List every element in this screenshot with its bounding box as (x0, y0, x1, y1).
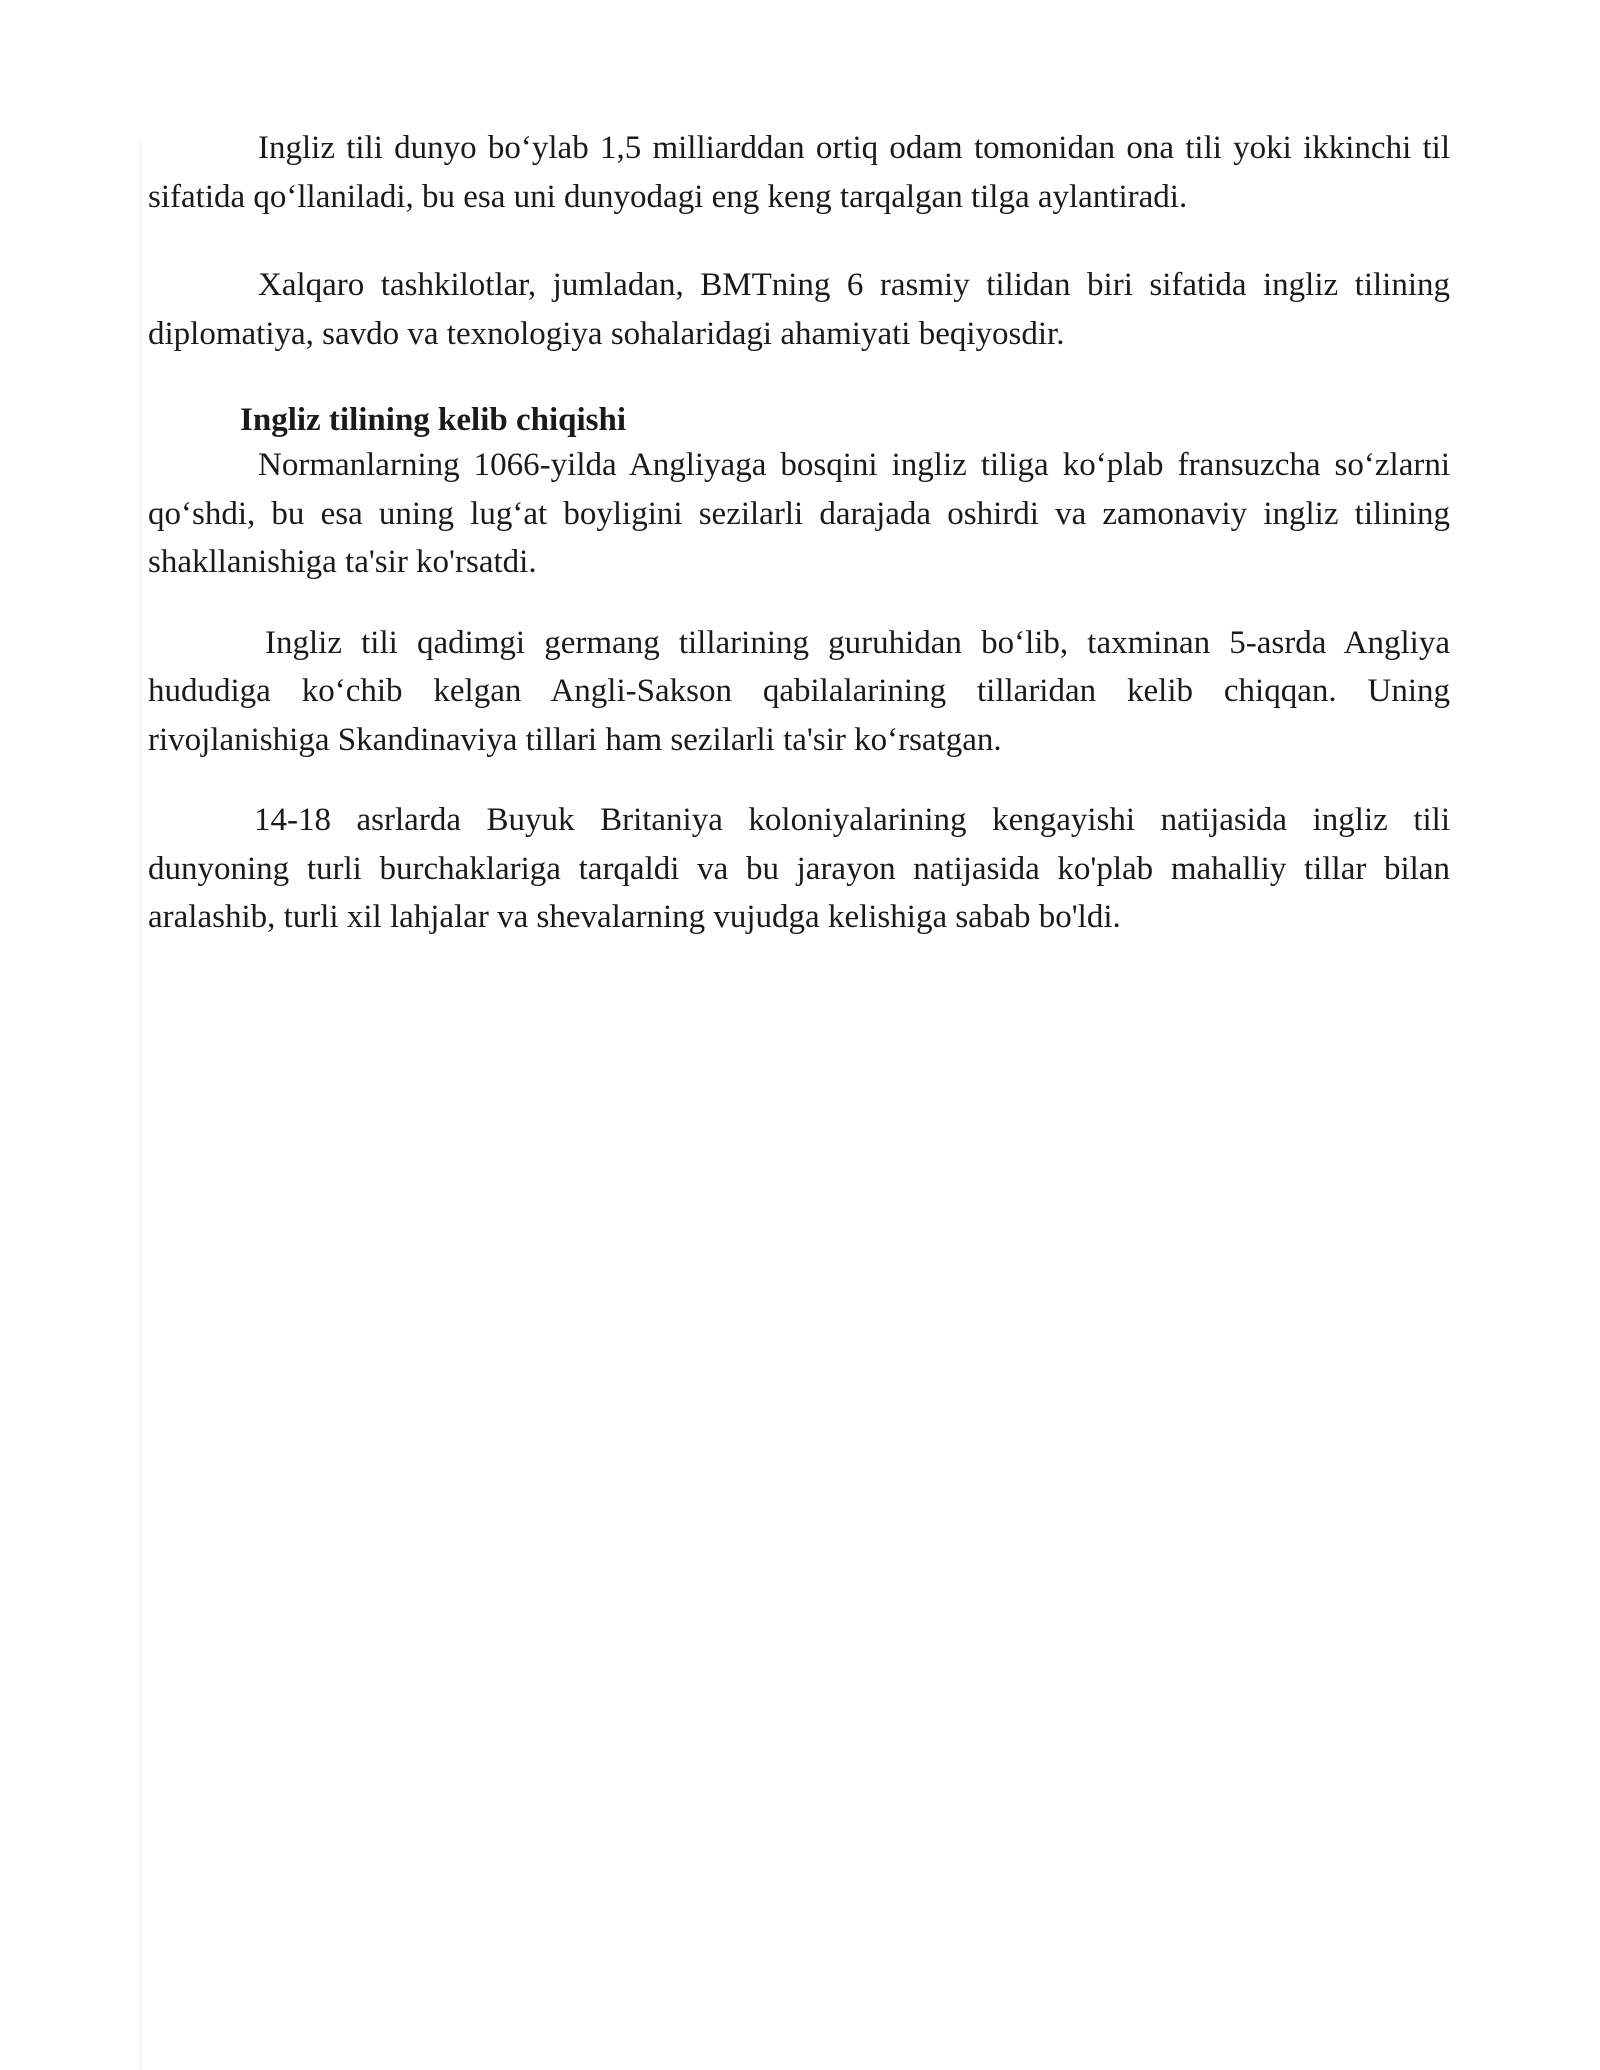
page-margin-guide (140, 140, 141, 2070)
paragraph-section-3: 14-18 asrlarda Buyuk Britaniya koloniyalarining kengayishi natijasida ingliz tili dunyoning turli burchaklariga tarqaldi va bu jarayon natijasida ko'plab mahalliy tillar bilan aralashib, turli xil lahjalar va shevalarning vujudga kelishiga sabab bo'ldi. (148, 802, 1450, 935)
section-heading: Ingliz tilining kelib chiqishi (240, 402, 627, 438)
paragraph-section-1: Normanlarning 1066-yilda Angliyaga bosqini ingliz tiliga ko‘plab fransuzcha so‘zlarni qo‘shdi, bu esa uning lug‘at boyligini sezilarli darajada oshirdi va zamonaviy ingliz tilining shakllanishiga ta'sir ko'rsatdi. (148, 447, 1450, 580)
paragraph-section-2: Ingliz tili qadimgi germang tillarining guruhidan bo‘lib, taxminan 5-asrda Angliya hududiga ko‘chib kelgan Angli-Sakson qabilalarining tillaridan kelib chiqqan. Uning rivojlanishiga Skandinaviya tillari ham sezilarli ta'sir ko‘rsatgan. (148, 624, 1450, 758)
paragraph-intro-2: Xalqaro tashkilotlar, jumladan, BMTning 6 rasmiy tilidan biri sifatida ingliz tilining diplomatiya, savdo va texnologiya sohalaridagi ahamiyati beqiyosdir. (148, 267, 1450, 352)
document-body (148, 124, 1450, 942)
paragraph-intro-1: Ingliz tili dunyo bo‘ylab 1,5 milliarddan ortiq odam tomonidan ona tili yoki ikkinchi til sifatida qo‘llaniladi, bu esa uni dunyodagi eng keng tarqalgan tilga aylantiradi. (148, 130, 1450, 215)
